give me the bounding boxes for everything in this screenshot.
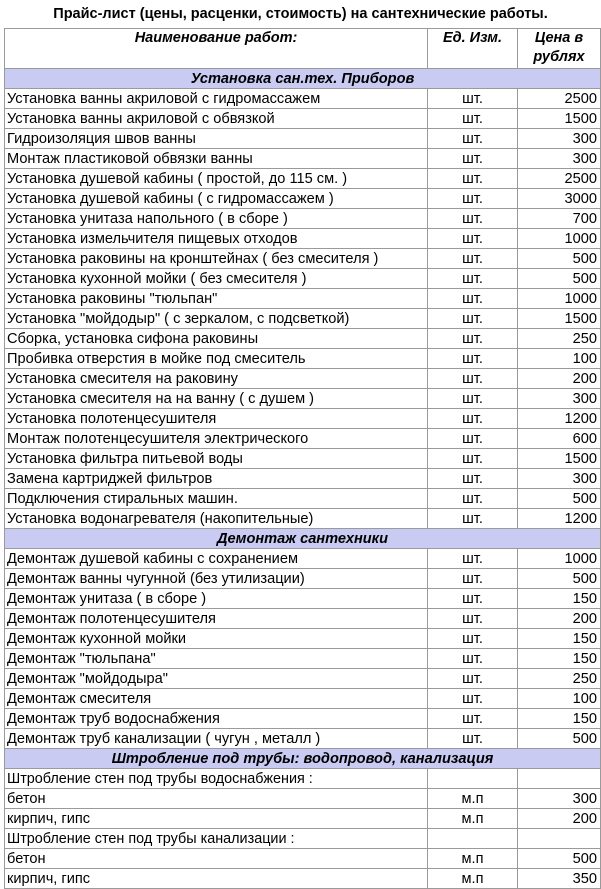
- cell-name: Установка смесителя на раковину: [5, 369, 428, 389]
- cell-price: 1500: [518, 109, 601, 129]
- cell-unit: шт.: [428, 189, 518, 209]
- page-title: Прайс-лист (цены, расценки, стоимость) на сантехнические работы.: [53, 6, 548, 22]
- cell-price: 100: [518, 689, 601, 709]
- cell-unit: шт.: [428, 269, 518, 289]
- cell-name: Демонтаж душевой кабины с сохранением: [5, 549, 428, 569]
- cell-name: Установка "мойдодыр" ( с зеркалом, с подсветкой): [5, 309, 428, 329]
- cell-price: 1200: [518, 509, 601, 529]
- table-body: [5, 69, 601, 889]
- cell-unit: шт.: [428, 209, 518, 229]
- table-row: [5, 189, 601, 209]
- cell-name: Демонтаж ванны чугунной (без утилизации): [5, 569, 428, 589]
- table-row: [5, 89, 601, 109]
- cell-name: Штробление стен под трубы канализации :: [5, 829, 428, 849]
- cell-price: 700: [518, 209, 601, 229]
- cell-unit: шт.: [428, 509, 518, 529]
- column-header-price: [518, 29, 601, 69]
- section-header-row: [5, 69, 601, 89]
- subsection-row: [5, 769, 601, 789]
- cell-name: Установка раковины "тюльпан": [5, 289, 428, 309]
- cell-unit: шт.: [428, 349, 518, 369]
- cell-price: 600: [518, 429, 601, 449]
- cell-unit: шт.: [428, 389, 518, 409]
- cell-price: 150: [518, 589, 601, 609]
- cell-unit: шт.: [428, 169, 518, 189]
- table-row: [5, 849, 601, 869]
- cell-unit: шт.: [428, 149, 518, 169]
- table-row: [5, 449, 601, 469]
- cell-name: Сборка, установка сифона раковины: [5, 329, 428, 349]
- cell-name: Установка унитаза напольного ( в сборе ): [5, 209, 428, 229]
- table-row: [5, 629, 601, 649]
- cell-price: [518, 769, 601, 789]
- table-row: [5, 229, 601, 249]
- table-row: [5, 129, 601, 149]
- cell-name: Демонтаж кухонной мойки: [5, 629, 428, 649]
- table-row: [5, 729, 601, 749]
- cell-unit: шт.: [428, 609, 518, 629]
- cell-unit: шт.: [428, 89, 518, 109]
- cell-price: 300: [518, 389, 601, 409]
- cell-name: Установка душевой кабины ( простой, до 115 см. ): [5, 169, 428, 189]
- cell-name: Пробивка отверстия в мойке под смеситель: [5, 349, 428, 369]
- cell-unit: шт.: [428, 129, 518, 149]
- cell-name: Установка кухонной мойки ( без смесителя ): [5, 269, 428, 289]
- table-row: [5, 369, 601, 389]
- cell-name: Установка раковины на кронштейнах ( без смесителя ): [5, 249, 428, 269]
- cell-unit: шт.: [428, 249, 518, 269]
- cell-price: 2500: [518, 89, 601, 109]
- section-header-row: [5, 529, 601, 549]
- cell-unit: шт.: [428, 729, 518, 749]
- cell-price: 250: [518, 329, 601, 349]
- table-row: [5, 349, 601, 369]
- cell-unit: м.п: [428, 849, 518, 869]
- cell-unit: шт.: [428, 109, 518, 129]
- price-table: [4, 28, 601, 889]
- cell-name: Установка ванны акриловой с гидромассажем: [5, 89, 428, 109]
- cell-name: Демонтаж "мойдодыра": [5, 669, 428, 689]
- cell-name: Установка водонагревателя (накопительные): [5, 509, 428, 529]
- cell-unit: шт.: [428, 289, 518, 309]
- table-row: [5, 809, 601, 829]
- table-row: [5, 429, 601, 449]
- cell-name: бетон: [5, 789, 428, 809]
- cell-unit: шт.: [428, 329, 518, 349]
- cell-unit: шт.: [428, 649, 518, 669]
- cell-unit: шт.: [428, 689, 518, 709]
- cell-price: 500: [518, 269, 601, 289]
- table-row: [5, 509, 601, 529]
- table-row: [5, 269, 601, 289]
- cell-unit: шт.: [428, 449, 518, 469]
- cell-unit: шт.: [428, 589, 518, 609]
- cell-unit: шт.: [428, 229, 518, 249]
- table-row: [5, 709, 601, 729]
- table-row: [5, 489, 601, 509]
- cell-name: Демонтаж полотенцесушителя: [5, 609, 428, 629]
- cell-unit: [428, 829, 518, 849]
- cell-name: Установка ванны акриловой с обвязкой: [5, 109, 428, 129]
- cell-unit: шт.: [428, 429, 518, 449]
- cell-price: 500: [518, 569, 601, 589]
- cell-price: 300: [518, 469, 601, 489]
- cell-name: Подключения стиральных машин.: [5, 489, 428, 509]
- table-row: [5, 409, 601, 429]
- section-title: Демонтаж сантехники: [5, 529, 601, 549]
- table-row: [5, 609, 601, 629]
- table-row: [5, 869, 601, 889]
- column-header-price-line2: рублях: [533, 49, 585, 65]
- cell-price: 300: [518, 129, 601, 149]
- cell-price: 300: [518, 149, 601, 169]
- table-row: [5, 589, 601, 609]
- table-row: [5, 469, 601, 489]
- cell-price: [518, 829, 601, 849]
- table-row: [5, 169, 601, 189]
- cell-name: Демонтаж труб канализации ( чугун , металл ): [5, 729, 428, 749]
- cell-name: Установка душевой кабины ( с гидромассажем ): [5, 189, 428, 209]
- cell-unit: м.п: [428, 789, 518, 809]
- section-title: Установка сан.тех. Приборов: [5, 69, 601, 89]
- cell-name: Демонтаж унитаза ( в сборе ): [5, 589, 428, 609]
- table-header: [5, 29, 601, 69]
- table-row: [5, 329, 601, 349]
- cell-name: Установка полотенцесушителя: [5, 409, 428, 429]
- cell-name: кирпич, гипс: [5, 869, 428, 889]
- cell-price: 150: [518, 709, 601, 729]
- cell-unit: шт.: [428, 309, 518, 329]
- cell-name: Замена картриджей фильтров: [5, 469, 428, 489]
- cell-unit: шт.: [428, 549, 518, 569]
- cell-price: 350: [518, 869, 601, 889]
- cell-unit: [428, 769, 518, 789]
- cell-price: 500: [518, 489, 601, 509]
- cell-price: 250: [518, 669, 601, 689]
- cell-name: Гидроизоляция швов ванны: [5, 129, 428, 149]
- table-row: [5, 109, 601, 129]
- cell-unit: шт.: [428, 469, 518, 489]
- cell-price: 500: [518, 249, 601, 269]
- cell-unit: м.п: [428, 869, 518, 889]
- cell-price: 3000: [518, 189, 601, 209]
- cell-price: 1000: [518, 289, 601, 309]
- table-row: [5, 249, 601, 269]
- cell-price: 1200: [518, 409, 601, 429]
- cell-unit: шт.: [428, 669, 518, 689]
- cell-price: 150: [518, 629, 601, 649]
- cell-price: 150: [518, 649, 601, 669]
- cell-name: Установка смесителя на на ванну ( с душем ): [5, 389, 428, 409]
- table-row: [5, 549, 601, 569]
- cell-name: кирпич, гипс: [5, 809, 428, 829]
- cell-price: 2500: [518, 169, 601, 189]
- cell-price: 1500: [518, 449, 601, 469]
- cell-name: Демонтаж смесителя: [5, 689, 428, 709]
- table-row: [5, 389, 601, 409]
- cell-name: Монтаж пластиковой обвязки ванны: [5, 149, 428, 169]
- table-row: [5, 689, 601, 709]
- subsection-row: [5, 829, 601, 849]
- table-row: [5, 789, 601, 809]
- cell-unit: шт.: [428, 629, 518, 649]
- cell-price: 1500: [518, 309, 601, 329]
- table-row: [5, 649, 601, 669]
- cell-unit: шт.: [428, 709, 518, 729]
- cell-price: 500: [518, 729, 601, 749]
- cell-unit: шт.: [428, 369, 518, 389]
- cell-price: 100: [518, 349, 601, 369]
- section-title: Штробление под трубы: водопровод, канализация: [5, 749, 601, 769]
- cell-name: Демонтаж труб водоснабжения: [5, 709, 428, 729]
- table-row: [5, 309, 601, 329]
- cell-name: Монтаж полотенцесушителя электрического: [5, 429, 428, 449]
- table-row: [5, 209, 601, 229]
- cell-price: 500: [518, 849, 601, 869]
- column-header-unit: Ед. Изм.: [428, 29, 518, 69]
- cell-unit: шт.: [428, 409, 518, 429]
- cell-price: 200: [518, 369, 601, 389]
- table-row: [5, 569, 601, 589]
- cell-price: 300: [518, 789, 601, 809]
- table-row: [5, 149, 601, 169]
- cell-price: 1000: [518, 549, 601, 569]
- column-header-price-line1: Цена в: [534, 30, 584, 46]
- cell-price: 200: [518, 609, 601, 629]
- cell-unit: шт.: [428, 489, 518, 509]
- cell-name: Демонтаж "тюльпана": [5, 649, 428, 669]
- cell-unit: шт.: [428, 569, 518, 589]
- cell-price: 200: [518, 809, 601, 829]
- column-header-name: Наименование работ:: [5, 29, 428, 69]
- table-row: [5, 669, 601, 689]
- cell-name: Установка измельчителя пищевых отходов: [5, 229, 428, 249]
- table-row: [5, 289, 601, 309]
- cell-name: Штробление стен под трубы водоснабжения :: [5, 769, 428, 789]
- cell-price: 1000: [518, 229, 601, 249]
- cell-unit: м.п: [428, 809, 518, 829]
- cell-name: бетон: [5, 849, 428, 869]
- section-header-row: [5, 749, 601, 769]
- cell-name: Установка фильтра питьевой воды: [5, 449, 428, 469]
